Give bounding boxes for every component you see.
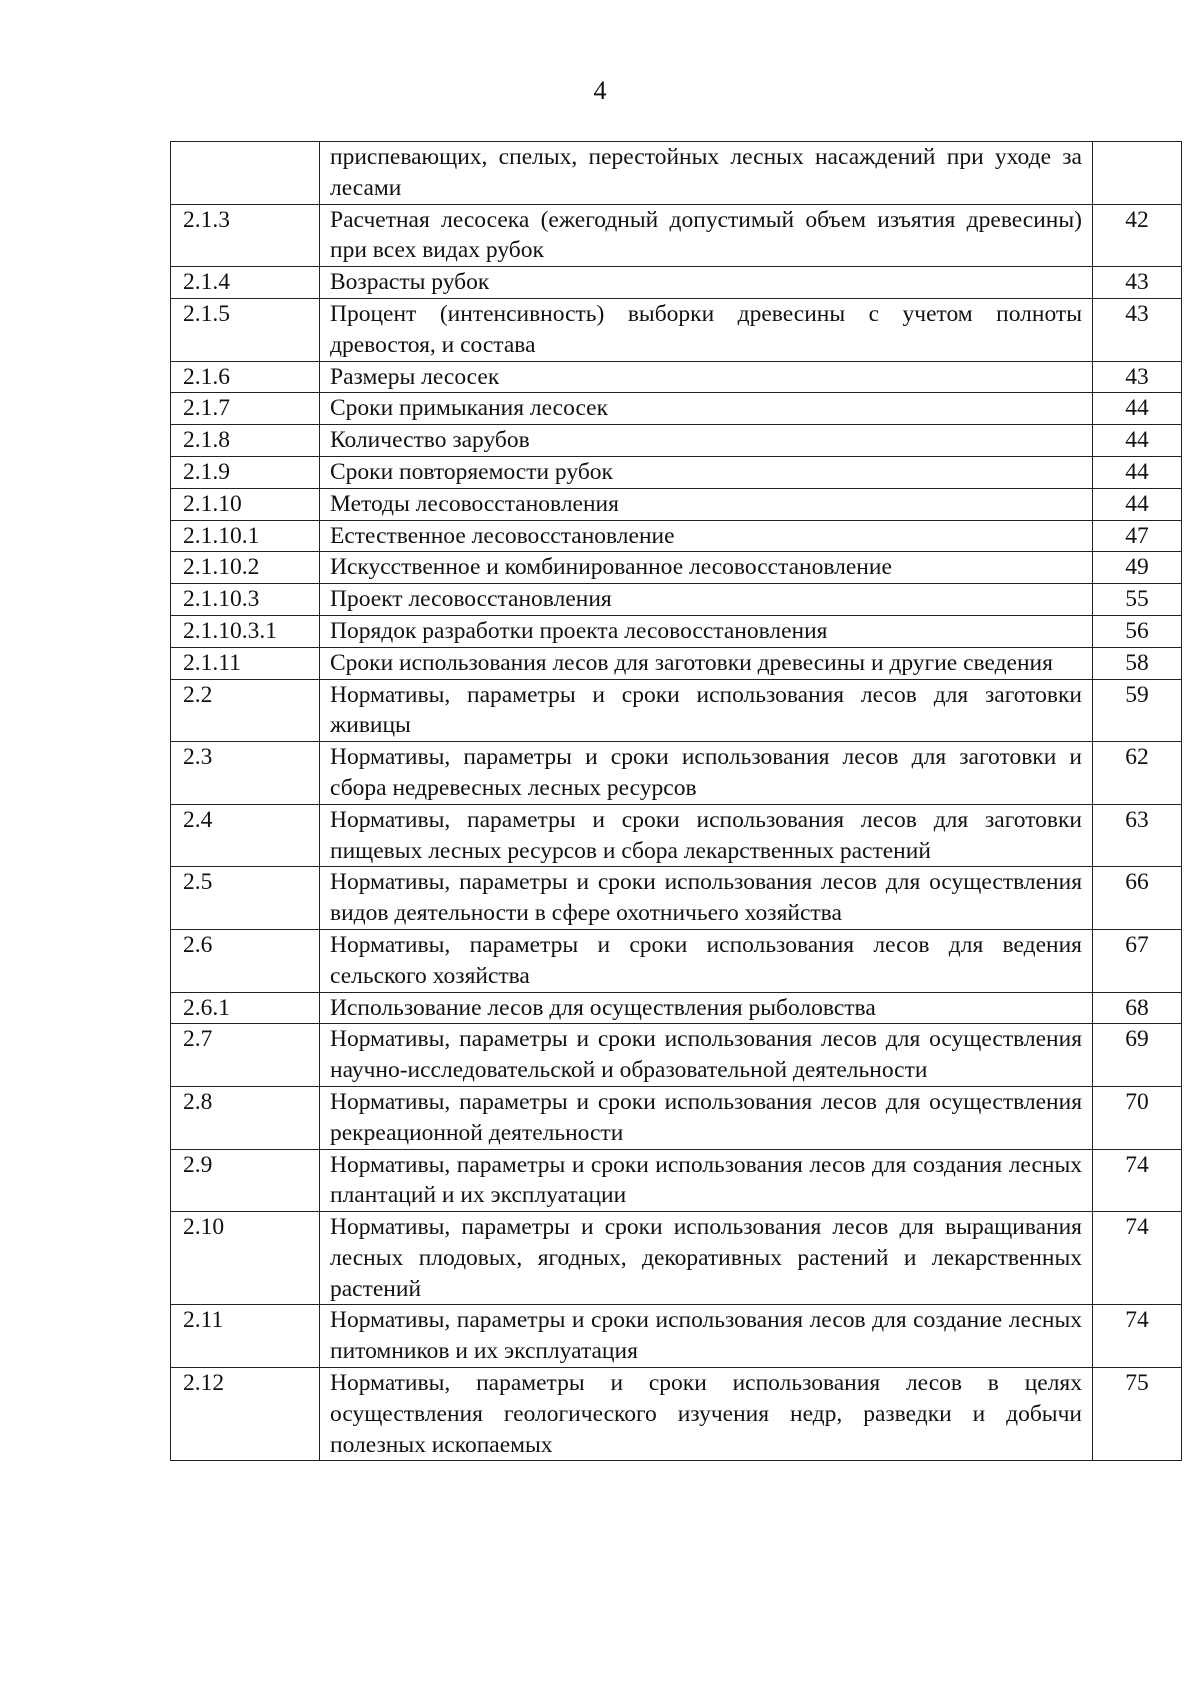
page-ref: 56 bbox=[1093, 615, 1182, 647]
section-title: приспевающих, спелых, перестойных лесных насаждений при уходе за лесами bbox=[320, 142, 1093, 205]
page-number: 4 bbox=[593, 76, 607, 105]
section-number: 2.6 bbox=[171, 929, 320, 992]
table-row bbox=[171, 1024, 1182, 1087]
page-ref: 69 bbox=[1093, 1024, 1182, 1087]
table-row bbox=[171, 361, 1182, 393]
table-row bbox=[171, 1149, 1182, 1212]
table-row bbox=[171, 584, 1182, 616]
section-title: Нормативы, параметры и сроки использования лесов для заготовки живицы bbox=[320, 679, 1093, 742]
page-ref bbox=[1093, 142, 1182, 205]
table-row bbox=[171, 204, 1182, 267]
section-number: 2.5 bbox=[171, 867, 320, 930]
table-row bbox=[171, 298, 1182, 361]
section-title: Нормативы, параметры и сроки использования лесов в целях осуществления геологического изучения недр, разведки и добычи полезных ископаемых bbox=[320, 1368, 1093, 1461]
section-number: 2.1.5 bbox=[171, 298, 320, 361]
page-ref: 70 bbox=[1093, 1086, 1182, 1149]
section-title: Нормативы, параметры и сроки использования лесов для ведения сельского хозяйства bbox=[320, 929, 1093, 992]
page-ref: 74 bbox=[1093, 1149, 1182, 1212]
section-number: 2.3 bbox=[171, 742, 320, 805]
section-number: 2.1.7 bbox=[171, 393, 320, 425]
section-title: Сроки примыкания лесосек bbox=[320, 393, 1093, 425]
table-of-contents bbox=[170, 141, 1182, 1461]
section-title: Нормативы, параметры и сроки использования лесов для создание лесных питомников и их эксплуатация bbox=[320, 1305, 1093, 1368]
table-row bbox=[171, 742, 1182, 805]
section-number: 2.1.8 bbox=[171, 425, 320, 457]
section-number: 2.1.10.2 bbox=[171, 552, 320, 584]
section-number: 2.11 bbox=[171, 1305, 320, 1368]
page-ref: 49 bbox=[1093, 552, 1182, 584]
section-number: 2.2 bbox=[171, 679, 320, 742]
page-ref: 62 bbox=[1093, 742, 1182, 805]
section-number: 2.1.4 bbox=[171, 267, 320, 299]
page-ref: 74 bbox=[1093, 1212, 1182, 1305]
section-title: Методы лесовосстановления bbox=[320, 488, 1093, 520]
table-row bbox=[171, 1086, 1182, 1149]
table-row bbox=[171, 552, 1182, 584]
page-ref: 44 bbox=[1093, 393, 1182, 425]
section-number: 2.1.6 bbox=[171, 361, 320, 393]
table-row bbox=[171, 1212, 1182, 1305]
section-number: 2.9 bbox=[171, 1149, 320, 1212]
section-number: 2.1.10.3 bbox=[171, 584, 320, 616]
table-row bbox=[171, 867, 1182, 930]
page-ref: 44 bbox=[1093, 425, 1182, 457]
table-row bbox=[171, 929, 1182, 992]
page-ref: 44 bbox=[1093, 456, 1182, 488]
page-ref: 67 bbox=[1093, 929, 1182, 992]
section-number: 2.10 bbox=[171, 1212, 320, 1305]
section-number: 2.1.10 bbox=[171, 488, 320, 520]
section-title: Сроки повторяемости рубок bbox=[320, 456, 1093, 488]
section-title: Нормативы, параметры и сроки использования лесов для создания лесных плантаций и их эксплуатации bbox=[320, 1149, 1093, 1212]
page-ref: 43 bbox=[1093, 361, 1182, 393]
section-number: 2.12 bbox=[171, 1368, 320, 1461]
section-number: 2.8 bbox=[171, 1086, 320, 1149]
table-row bbox=[171, 425, 1182, 457]
page-ref: 59 bbox=[1093, 679, 1182, 742]
table-row bbox=[171, 647, 1182, 679]
table-row bbox=[171, 393, 1182, 425]
table-row bbox=[171, 615, 1182, 647]
table-row bbox=[171, 456, 1182, 488]
page-ref: 68 bbox=[1093, 992, 1182, 1024]
section-number: 2.1.11 bbox=[171, 647, 320, 679]
toc-body bbox=[171, 142, 1182, 1461]
section-number: 2.1.9 bbox=[171, 456, 320, 488]
table-row bbox=[171, 488, 1182, 520]
table-row bbox=[171, 520, 1182, 552]
section-number bbox=[171, 142, 320, 205]
table-row bbox=[171, 804, 1182, 867]
table-row bbox=[171, 679, 1182, 742]
page-ref: 47 bbox=[1093, 520, 1182, 552]
section-title: Нормативы, параметры и сроки использования лесов для выращивания лесных плодовых, ягодных, декоративных растений и лекарственных растений bbox=[320, 1212, 1093, 1305]
section-title: Расчетная лесосека (ежегодный допустимый объем изъятия древесины) при всех видах рубок bbox=[320, 204, 1093, 267]
section-title: Нормативы, параметры и сроки использования лесов для заготовки пищевых лесных ресурсов и сбора лекарственных растений bbox=[320, 804, 1093, 867]
section-title: Проект лесовосстановления bbox=[320, 584, 1093, 616]
table-row bbox=[171, 1305, 1182, 1368]
section-number: 2.1.10.1 bbox=[171, 520, 320, 552]
section-title: Процент (интенсивность) выборки древесины с учетом полноты древостоя, и состава bbox=[320, 298, 1093, 361]
section-title: Использование лесов для осуществления рыболовства bbox=[320, 992, 1093, 1024]
section-title: Возрасты рубок bbox=[320, 267, 1093, 299]
section-title: Порядок разработки проекта лесовосстановления bbox=[320, 615, 1093, 647]
section-number: 2.4 bbox=[171, 804, 320, 867]
section-number: 2.7 bbox=[171, 1024, 320, 1087]
section-title: Сроки использования лесов для заготовки древесины и другие сведения bbox=[320, 647, 1093, 679]
section-title: Нормативы, параметры и сроки использования лесов для осуществления видов деятельности в сфере охотничьего хозяйства bbox=[320, 867, 1093, 930]
section-number: 2.1.10.3.1 bbox=[171, 615, 320, 647]
page-ref: 75 bbox=[1093, 1368, 1182, 1461]
page-ref: 43 bbox=[1093, 267, 1182, 299]
section-title: Нормативы, параметры и сроки использования лесов для осуществления рекреационной деятельности bbox=[320, 1086, 1093, 1149]
section-title: Естественное лесовосстановление bbox=[320, 520, 1093, 552]
page-ref: 66 bbox=[1093, 867, 1182, 930]
page-ref: 42 bbox=[1093, 204, 1182, 267]
section-title: Размеры лесосек bbox=[320, 361, 1093, 393]
page-ref: 55 bbox=[1093, 584, 1182, 616]
page-ref: 58 bbox=[1093, 647, 1182, 679]
section-title: Количество зарубов bbox=[320, 425, 1093, 457]
page-ref: 44 bbox=[1093, 488, 1182, 520]
page-ref: 43 bbox=[1093, 298, 1182, 361]
section-number: 2.1.3 bbox=[171, 204, 320, 267]
section-title: Нормативы, параметры и сроки использования лесов для осуществления научно-исследовательской и образовательной деятельности bbox=[320, 1024, 1093, 1087]
table-row bbox=[171, 142, 1182, 205]
section-title: Искусственное и комбинированное лесовосстановление bbox=[320, 552, 1093, 584]
table-row bbox=[171, 267, 1182, 299]
table-row bbox=[171, 1368, 1182, 1461]
page-ref: 74 bbox=[1093, 1305, 1182, 1368]
page-ref: 63 bbox=[1093, 804, 1182, 867]
section-number: 2.6.1 bbox=[171, 992, 320, 1024]
section-title: Нормативы, параметры и сроки использования лесов для заготовки и сбора недревесных лесных ресурсов bbox=[320, 742, 1093, 805]
table-row bbox=[171, 992, 1182, 1024]
